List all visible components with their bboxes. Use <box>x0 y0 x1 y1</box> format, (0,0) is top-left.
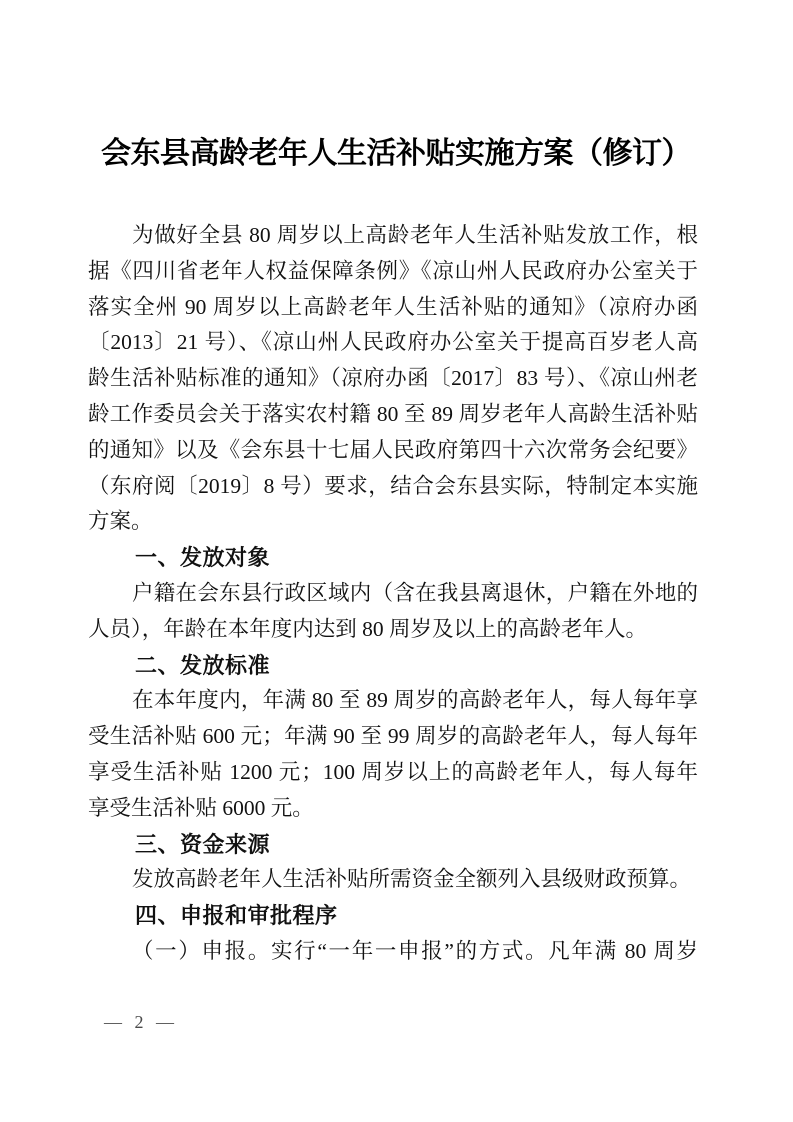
text-line: 为做好全县 80 周岁以上高龄老年人生活补贴发放工作，根 <box>132 223 698 247</box>
text-line: （东府阅〔2019〕8 号）要求，结合会东县实际，特制定本实施 <box>88 473 698 498</box>
text-line: 龄工作委员会关于落实农村籍 80 至 89 周岁老年人高龄生活补贴 <box>88 401 698 426</box>
text-line: 三、资金来源 <box>135 831 271 857</box>
text-line: 二、发放标准 <box>135 652 271 678</box>
text-line: 受生活补贴 600 元；年满 90 至 99 周岁的高龄老年人，每人每年 <box>88 724 698 749</box>
text-line: 人员），年龄在本年度内达到 80 周岁及以上的高龄老年人。 <box>88 616 648 641</box>
text-line: 享受生活补贴 1200 元；100 周岁以上的高龄老年人，每人每年 <box>88 759 698 784</box>
page-number: — 2 — <box>104 1012 178 1032</box>
text-line: 龄生活补贴标准的通知》（凉府办函〔2017〕83 号）、《凉山州老 <box>88 366 698 391</box>
text-line: 享受生活补贴 6000 元。 <box>88 795 314 820</box>
text-line: 四、申报和审批程序 <box>135 903 338 929</box>
text-line: 〔2013〕21 号）、《凉山州人民政府办公室关于提高百岁老人高 <box>88 330 698 355</box>
text-line: 的通知》以及《会东县十七届人民政府第四十六次常务会纪要》 <box>88 437 698 462</box>
text-line: 户籍在会东县行政区域内（含在我县离退休，户籍在外地的 <box>132 580 698 605</box>
text-line: （一）申报。实行“一年一申报”的方式。凡年满 80 周岁 <box>132 938 698 963</box>
text-line: 落实全州 90 周岁以上高龄老年人生活补贴的通知》（凉府办函 <box>88 294 698 319</box>
text-line: 一、发放对象 <box>135 545 271 571</box>
document-title: 会东县高龄老年人生活补贴实施方案（修订） <box>101 137 691 170</box>
text-line: 方案。 <box>88 509 153 534</box>
text-line: 发放高龄老年人生活补贴所需资金全额列入县级财政预算。 <box>132 867 692 892</box>
text-line: 据《四川省老年人权益保障条例》《凉山州人民政府办公室关于 <box>88 258 698 283</box>
document-body <box>88 218 698 970</box>
text-line: 在本年度内，年满 80 至 89 周岁的高龄老年人，每人每年享 <box>132 688 698 713</box>
